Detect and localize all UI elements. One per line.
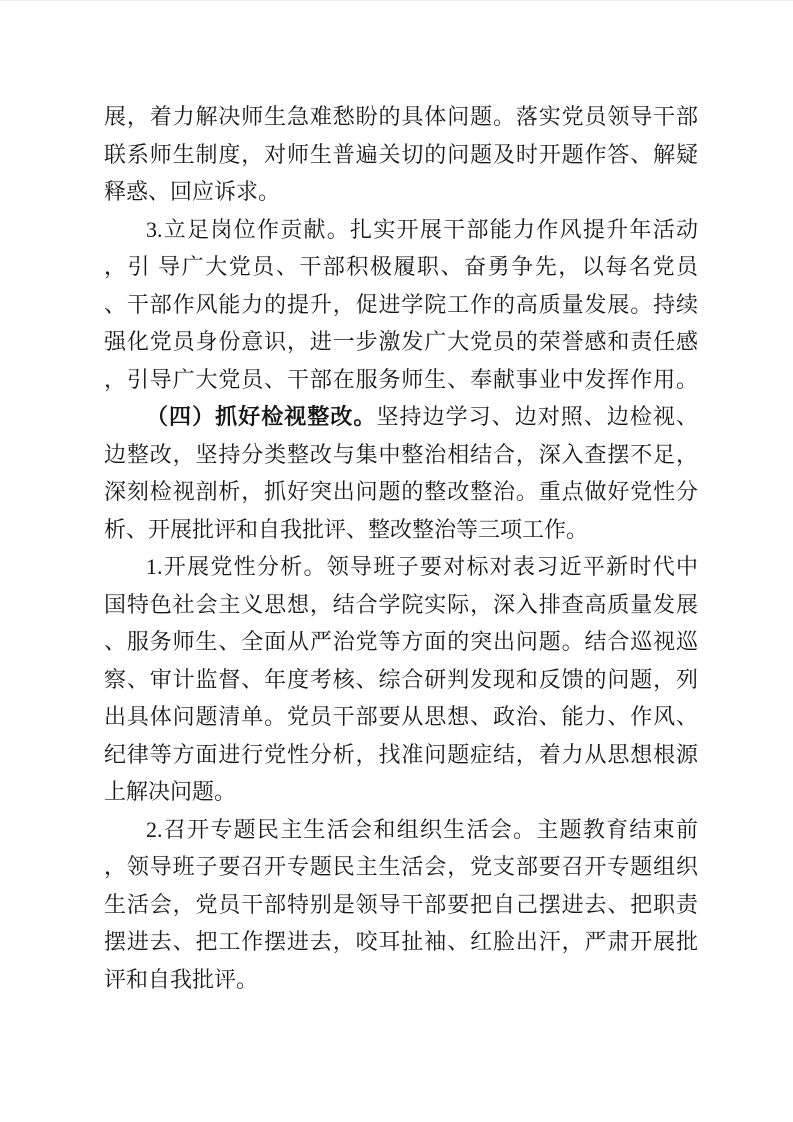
document-line (104, 98, 698, 136)
document-text-block (104, 98, 698, 998)
document-line (104, 698, 698, 736)
body-text-segment: 展，着力解决师生急难愁盼的具体问题。落实党员领导干部 (104, 104, 698, 129)
body-text-segment: 出具体问题清单。党员干部要从思想、政治、能力、作风、 (104, 704, 698, 729)
body-text-segment: 、干部作风能力的提升，促进学院工作的高质量发展。持续 (104, 291, 698, 317)
document-line (104, 848, 698, 886)
document-line (104, 886, 698, 924)
body-text-segment: 、服务师生、全面从严治党等方面的突出问题。结合巡视巡 (104, 629, 698, 654)
document-line (104, 961, 698, 999)
body-text-segment: 深刻检视剖析，抓好突出问题的整改整治。重点做好党性分 (104, 479, 698, 504)
body-text-segment: 析、开展批评和自我批评、整改整治等三项工作。 (104, 516, 589, 542)
document-line (104, 548, 698, 586)
body-text-segment: 坚持边学习、边对照、边检视、 (376, 404, 698, 429)
section-heading-text: （四）抓好检视整改。 (146, 404, 377, 429)
document-line (104, 323, 698, 361)
body-text-segment: ，引导广大党员、干部在服务师生、奉献事业中发挥作用。 (104, 366, 698, 392)
body-text-segment: 纪律等方面进行党性分析，找准问题症结，着力从思想根源 (104, 741, 698, 767)
body-text-segment: 3.立足岗位作贡献。扎实开展干部能力作风提升年活动 (146, 216, 698, 242)
body-text-segment: ，引 导广大党员、干部积极履职、奋勇争先，以每名党员 (104, 254, 698, 279)
body-text-segment: 2.召开专题民主生活会和组织生活会。主题教育结束前 (146, 816, 698, 842)
document-line (104, 248, 698, 286)
body-text-segment: 生活会，党员干部特别是领导干部要把自己摆进去、把职责 (104, 891, 698, 917)
document-line (104, 361, 698, 399)
body-text-segment: 察、审计监督、年度考核、综合研判发现和反馈的问题，列 (104, 666, 698, 692)
document-line (104, 736, 698, 774)
body-text-segment: 国特色社会主义思想，结合学院实际，深入排查高质量发展 (104, 591, 698, 617)
document-line (104, 811, 698, 849)
body-text-segment: 1.开展党性分析。领导班子要对标对表习近平新时代中 (146, 554, 698, 579)
body-text-segment: 联系师生制度，对师生普遍关切的问题及时开题作答、解疑 (104, 141, 698, 167)
document-line (104, 623, 698, 661)
body-text-segment: ，领导班子要召开专题民主生活会，党支部要召开专题组织 (104, 854, 698, 879)
document-line (104, 586, 698, 624)
document-line (104, 286, 698, 324)
body-text-segment: 释惑、回应诉求。 (104, 179, 281, 204)
document-line (104, 661, 698, 699)
body-text-segment: 评和自我批评。 (104, 966, 259, 992)
document-line (104, 211, 698, 249)
document-line (104, 136, 698, 174)
body-text-segment: 边整改，坚持分类整改与集中整治相结合，深入查摆不足， (104, 441, 698, 467)
document-line (104, 923, 698, 961)
document-line (104, 436, 698, 474)
document-line (104, 398, 698, 436)
body-text-segment: 上解决问题。 (104, 779, 237, 804)
document-line (104, 773, 698, 811)
document-line (104, 511, 698, 549)
document-line (104, 173, 698, 211)
page-top-edge-line (0, 0, 793, 1)
body-text-segment: 摆进去、把工作摆进去，咬耳扯袖、红脸出汗，严肃开展批 (104, 929, 698, 954)
document-line (104, 473, 698, 511)
body-text-segment: 强化党员身份意识，进一步激发广大党员的荣誉感和责任感 (104, 329, 698, 354)
